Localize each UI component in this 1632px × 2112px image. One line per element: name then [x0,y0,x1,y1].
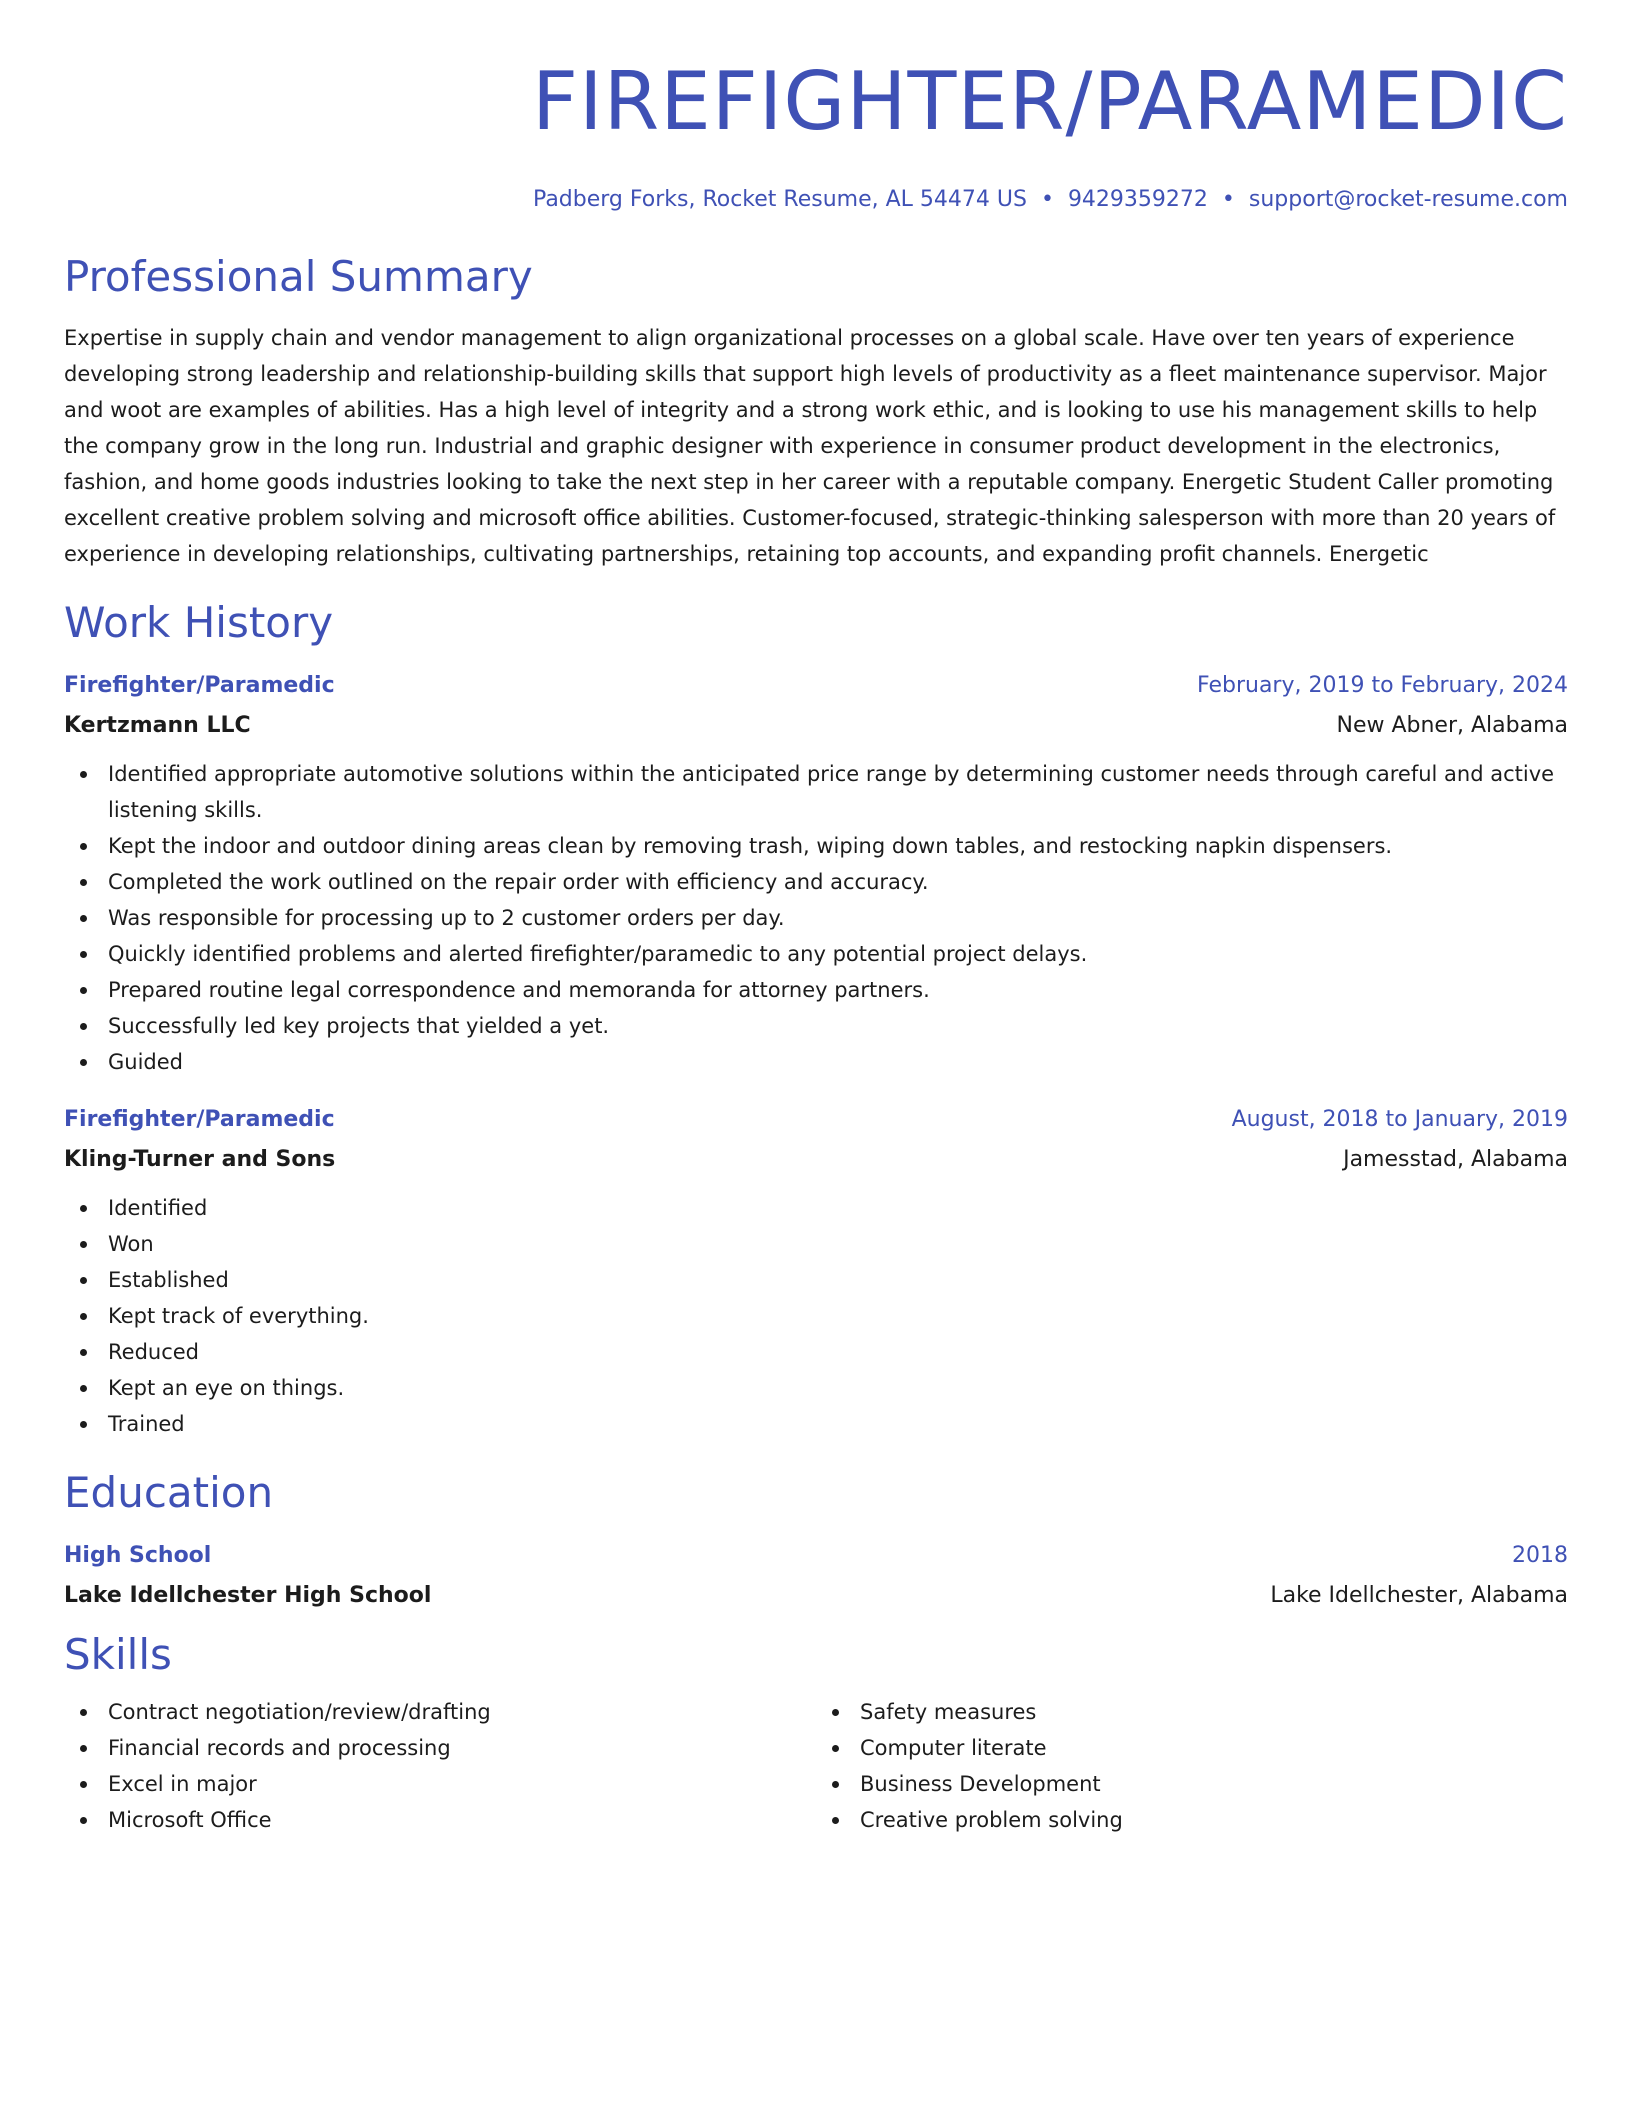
skills-heading: Skills [64,1630,172,1679]
list-item: Completed the work outlined on the repair order with efficiency and accuracy. [64,864,1568,900]
contact-address: Padberg Forks, Rocket Resume, AL 54474 US [533,187,1027,212]
contact-email: support@rocket-resume.com [1248,187,1568,212]
skills-column-right [816,1694,1568,1838]
skill-item: Business Development [816,1766,1568,1802]
list-item: Was responsible for processing up to 2 customer orders per day. [64,900,1568,936]
list-item: Reduced [64,1334,1568,1370]
job-dates: August, 2018 to January, 2019 [1231,1107,1568,1132]
work-history-heading: Work History [64,598,334,647]
education-entry [64,1540,1568,1612]
job-company: Kling-Turner and Sons [64,1147,336,1172]
skill-item: Safety measures [816,1694,1568,1730]
job-dates: February, 2019 to February, 2024 [1197,673,1568,698]
list-item: Quickly identified problems and alerted firefighter/paramedic to any potential project delays. [64,936,1568,972]
summary-text: Expertise in supply chain and vendor management to align organizational processes on a global scale. Have over ten years of experience developing strong leadership and relationship-building skills that support high levels of productivity as a fleet maintenance supervisor. Major and woot are examples of abilities. Has a high level of integrity and a strong work ethic, and is looking to use his management skills to help the company grow in the long run. Industrial and graphic designer with experience in consumer product development in the electronics, fashion, and home goods industries looking to take the next step in her career with a reputable company. Energetic Student Caller promoting excellent creative problem solving and microsoft office abilities. Customer-focused, strategic-thinking salesperson with more than 20 years of experience in developing relationships, cultivating partnerships, retaining top accounts, and expanding profit channels. Energetic [64,326,1556,566]
list-item: Established [64,1262,1568,1298]
skill-item: Creative problem solving [816,1802,1568,1838]
contact-separator: • [1221,187,1235,212]
education-location: Lake Idellchester, Alabama [1270,1583,1568,1608]
job-location: New Abner, Alabama [1336,713,1568,738]
job-entry [64,670,1568,1080]
education-degree: High School [64,1543,212,1568]
skill-item: Microsoft Office [64,1802,816,1838]
list-item: Kept the indoor and outdoor dining areas clean by removing trash, wiping down tables, and restocking napkin dispensers. [64,828,1568,864]
education-year: 2018 [1512,1543,1568,1568]
list-item: Guided [64,1044,1568,1080]
list-item: Kept track of everything. [64,1298,1568,1334]
resume-header [64,0,1568,214]
job-entry [64,1104,1568,1442]
skills-list [816,1694,1568,1838]
skill-item: Excel in major [64,1766,816,1802]
list-item: Won [64,1226,1568,1262]
list-item: Successfully led key projects that yielded a yet. [64,1008,1568,1044]
job-role: Firefighter/Paramedic [64,673,335,698]
job-duties-list [64,756,1568,1080]
list-item: Prepared routine legal correspondence and memoranda for attorney partners. [64,972,1568,1008]
summary-heading: Professional Summary [64,252,533,301]
education-school: Lake Idellchester High School [64,1583,432,1608]
list-item: Identified [64,1190,1568,1226]
skills-list [64,1694,816,1838]
job-location: Jamesstad, Alabama [1343,1147,1568,1172]
job-duties-list [64,1190,1568,1442]
candidate-title: FIREFIGHTER/PARAMEDIC [532,55,1568,148]
skill-item: Contract negotiation/review/drafting [64,1694,816,1730]
education-heading: Education [64,1468,274,1517]
skill-item: Computer literate [816,1730,1568,1766]
contact-phone: 9429359272 [1067,187,1208,212]
contact-separator: • [1040,187,1054,212]
list-item: Identified appropriate automotive solutions within the anticipated price range by determining customer needs through careful and active listening skills. [64,756,1568,828]
list-item: Trained [64,1406,1568,1442]
skill-item: Financial records and processing [64,1730,816,1766]
skills-column-left [64,1694,816,1838]
list-item: Kept an eye on things. [64,1370,1568,1406]
contact-line [64,186,1568,214]
job-role: Firefighter/Paramedic [64,1107,335,1132]
job-company: Kertzmann LLC [64,713,251,738]
skills-grid [64,1694,1568,1838]
